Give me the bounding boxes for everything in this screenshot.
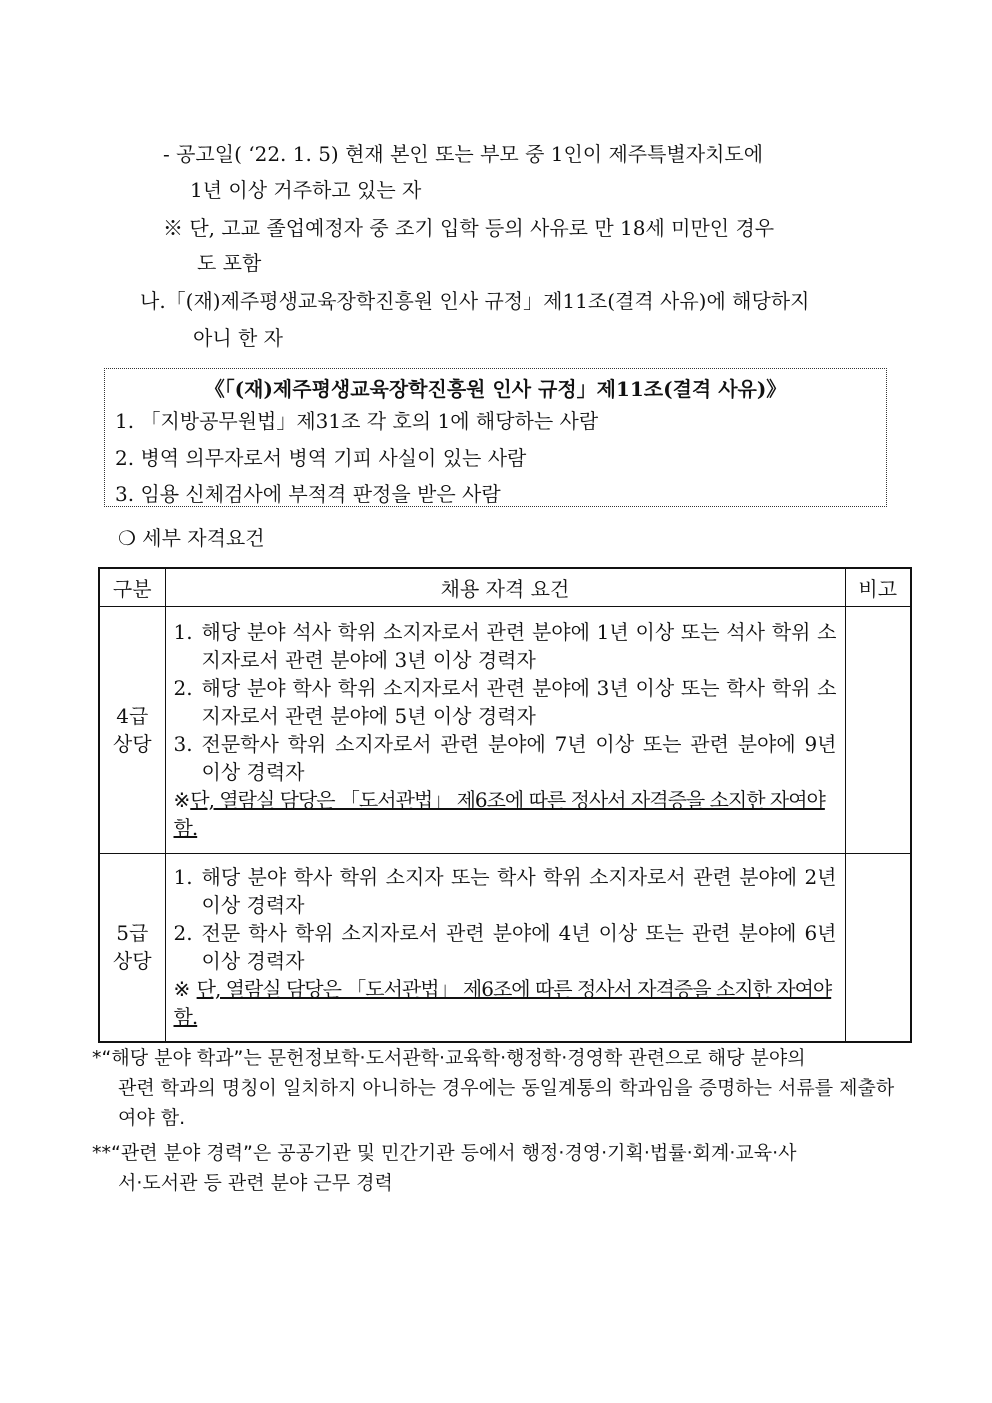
- footnote-experience: [92, 1138, 902, 1198]
- requirement-item: [174, 730, 837, 786]
- table-row: [99, 607, 911, 854]
- grade-label: 5급: [116, 921, 149, 946]
- grade-cell: [99, 854, 165, 1042]
- note-mark: ※: [173, 977, 191, 1002]
- librarian-note: [174, 786, 837, 842]
- requirements-cell: [165, 607, 845, 854]
- footnote-experience-rest: 서·도서관 등 관련 분야 근무 경력: [118, 1172, 393, 1194]
- requirement-item: [174, 863, 837, 919]
- remarks-cell: [845, 854, 911, 1042]
- grade-label-suffix: 상당: [112, 732, 152, 756]
- grade-cell: [99, 607, 165, 854]
- age-note-line-1: ※ 단, 고교 졸업예정자 중 조기 입학 등의 사유로 만 18세 미만인 경우: [163, 216, 775, 240]
- item-number: 2.: [173, 676, 193, 700]
- item-number: 3.: [173, 732, 193, 756]
- disqualification-clause-line-2: 아니 한 자: [193, 326, 283, 350]
- eligibility-dash-line-1: - 공고일( ‘22. 1. 5) 현재 본인 또는 부모 중 1인이 제주특별자치도에: [163, 142, 764, 166]
- librarian-note: [174, 975, 837, 1031]
- section-title: ❍ 세부 자격요건: [118, 526, 265, 550]
- header-remarks: 비고: [845, 568, 911, 607]
- disqualification-item-2: 2. 병역 의무자로서 병역 기피 사실이 있는 사람: [115, 446, 527, 470]
- item-text: 해당 분야 학사 학위 소지자 또는 학사 학위 소지자로서 관련 분야에 2년 이상 경력자: [201, 865, 837, 918]
- disqualification-box: [104, 368, 887, 507]
- footnote-major-line-1: *“해당 분야 학과”는 문헌정보학·도서관학·교육학·행정학·경영학 관련으로 해당 분야의: [92, 1047, 806, 1069]
- item-text: 전문학사 학위 소지자로서 관련 분야에 7년 이상 또는 관련 분야에 9년 이상 경력자: [201, 732, 837, 784]
- requirement-item: [174, 674, 837, 730]
- requirements-cell: [165, 854, 845, 1042]
- disqualification-item-3: 3. 임용 신체검사에 부적격 판정을 받은 사람: [115, 482, 501, 506]
- requirement-item: [174, 618, 837, 674]
- note-mark: ※: [173, 788, 191, 812]
- remarks-cell: [845, 607, 911, 854]
- item-number: 2.: [173, 921, 193, 946]
- age-note-line-2: 도 포함: [197, 251, 262, 275]
- eligibility-dash-line-2: 1년 이상 거주하고 있는 자: [190, 178, 422, 202]
- item-number: 1.: [173, 620, 193, 644]
- disqualification-box-title: 《「(재)제주평생교육장학진흥원 인사 규정」제11조(결격 사유)》: [204, 377, 787, 401]
- footnote-experience-line-1: **“관련 분야 경력”은 공공기관 및 민간기관 등에서 행정·경영·기획·법률·회계·교육·사: [92, 1142, 797, 1164]
- footnote-major: [92, 1043, 902, 1133]
- header-category: 구분: [99, 568, 165, 607]
- grade-label: 4급: [116, 704, 149, 728]
- item-text: 해당 분야 석사 학위 소지자로서 관련 분야에 1년 이상 또는 석사 학위 소지자로서 관련 분야에 3년 이상 경력자: [201, 620, 837, 672]
- header-requirements: 채용 자격 요건: [165, 568, 845, 607]
- item-text: 해당 분야 학사 학위 소지자로서 관련 분야에 3년 이상 또는 학사 학위 소지자로서 관련 분야에 5년 이상 경력자: [201, 676, 837, 728]
- grade-label-suffix: 상당: [112, 949, 152, 974]
- table-header-row: [99, 568, 911, 607]
- requirements-table: [98, 567, 912, 1043]
- footnote-major-rest: 관련 학과의 명칭이 일치하지 아니하는 경우에는 동일계통의 학과임을 증명하는 서류를 제출하여야 함.: [118, 1077, 895, 1129]
- disqualification-item-1: 1. 「지방공무원법」제31조 각 호의 1에 해당하는 사람: [115, 409, 599, 433]
- note-text: 단, 열람실 담당은 「도서관법」 제6조에 따른 정사서 자격증을 소지한 자여야 함.: [173, 788, 825, 840]
- requirement-item: [174, 919, 837, 975]
- item-number: 1.: [173, 865, 193, 890]
- disqualification-clause-line-1: 나.「(재)제주평생교육장학진흥원 인사 규정」제11조(결격 사유)에 해당하지: [140, 289, 810, 313]
- note-text: 단, 열람실 담당은 「도서관법」 제6조에 따른 정사서 자격증을 소지한 자여야 함.: [173, 977, 832, 1030]
- table-row: [99, 854, 911, 1042]
- item-text: 전문 학사 학위 소지자로서 관련 분야에 4년 이상 또는 관련 분야에 6년 이상 경력자: [201, 921, 837, 974]
